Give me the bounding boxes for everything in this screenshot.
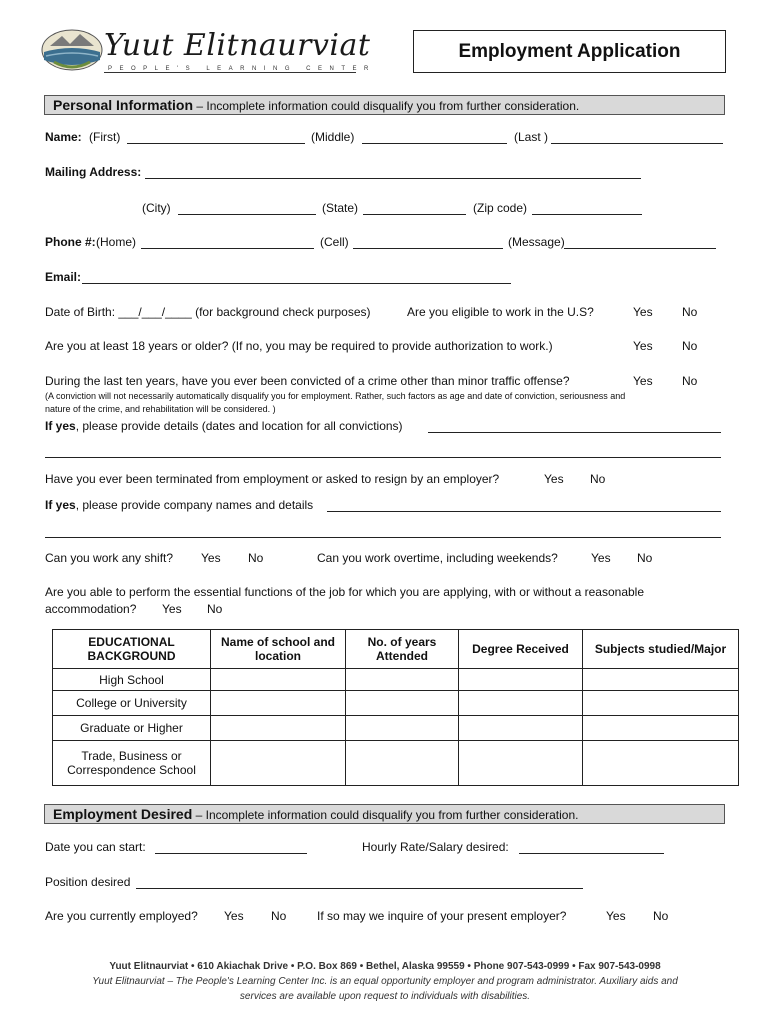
essential-functions-question-2: accommodation? (45, 602, 137, 616)
edu-cell-degree[interactable] (459, 741, 583, 786)
home-phone-label: (Home) (96, 235, 137, 249)
age-yes-option[interactable]: Yes (633, 339, 653, 353)
currently-employed-question: Are you currently employed? (45, 909, 198, 923)
company-details-label (45, 498, 313, 512)
middle-name-label: (Middle) (311, 130, 355, 144)
organization-logo (40, 26, 104, 74)
home-phone-field[interactable] (141, 248, 314, 249)
footer-eeo-line-1: Yuut Elitnaurviat – The People's Learning Center Inc. is an equal opportunity employer and program administrator. Auxiliary aids and (92, 976, 678, 987)
zip-field[interactable] (532, 214, 642, 215)
conviction-note-line-1: (A conviction will not necessarily automatically disqualify you for employment. Rather, such factors as age and date of conviction, seriousness and (45, 391, 626, 401)
edu-cell-subjects[interactable] (583, 691, 739, 716)
employed-no-option[interactable]: No (271, 909, 287, 923)
salary-label: Hourly Rate/Salary desired: (362, 840, 509, 854)
conviction-yes-option[interactable]: Yes (633, 374, 653, 388)
date-of-birth-field[interactable]: Date of Birth: ___/___/____ (for background check purposes) (45, 305, 371, 319)
footer-address: Yuut Elitnaurviat • 610 Akiachak Drive • P.O. Box 869 • Bethel, Alaska 99559 • Phone 907-543-0999 • Fax 907-543-0998 (109, 961, 661, 972)
first-name-label: (First) (89, 130, 121, 144)
phone-label: Phone #: (45, 235, 96, 249)
edu-cell-subjects[interactable] (583, 741, 739, 786)
email-label: Email: (45, 270, 82, 284)
section-title: Personal Information (53, 97, 194, 113)
mailing-address-label: Mailing Address: (45, 165, 142, 179)
age-question: Are you at least 18 years or older? (If no, you may be required to provide authorization to work.) (45, 339, 553, 353)
last-name-field[interactable] (551, 143, 723, 144)
conviction-details-text: , please provide details (dates and location for all convictions) (75, 419, 403, 433)
edu-header-degree: Degree Received (459, 630, 583, 669)
state-label: (State) (322, 201, 359, 215)
edu-cell-degree[interactable] (459, 716, 583, 741)
inquire-employer-question: If so may we inquire of your present employer? (317, 909, 567, 923)
inquire-no-option[interactable]: No (653, 909, 669, 923)
last-name-label: (Last ) (514, 130, 549, 144)
shift-no-option[interactable]: No (248, 551, 264, 565)
terminated-yes-option[interactable]: Yes (544, 472, 564, 486)
shift-question: Can you work any shift? (45, 551, 174, 565)
form-title: Employment Application (413, 30, 726, 73)
first-name-field[interactable] (127, 143, 305, 144)
essential-yes-option[interactable]: Yes (162, 602, 182, 616)
age-no-option[interactable]: No (682, 339, 698, 353)
message-phone-field[interactable] (564, 248, 716, 249)
edu-header-years: No. of years Attended (346, 630, 459, 669)
state-field[interactable] (363, 214, 466, 215)
city-field[interactable] (178, 214, 316, 215)
overtime-yes-option[interactable]: Yes (591, 551, 611, 565)
edu-cell-degree[interactable] (459, 691, 583, 716)
terminated-no-option[interactable]: No (590, 472, 606, 486)
if-yes-label-2: If yes (45, 498, 76, 512)
edu-row-label: High School (53, 669, 211, 691)
edu-cell-school[interactable] (211, 741, 346, 786)
start-date-field[interactable] (155, 853, 307, 854)
edu-cell-subjects[interactable] (583, 669, 739, 691)
edu-cell-years[interactable] (346, 669, 459, 691)
employed-yes-option[interactable]: Yes (224, 909, 244, 923)
eligible-question: Are you eligible to work in the U.S? (407, 305, 594, 319)
edu-header-background: EDUCATIONAL BACKGROUND (53, 630, 211, 669)
section-note: – Incomplete information could disqualify you from further consideration. (193, 99, 580, 113)
middle-name-field[interactable] (362, 143, 507, 144)
edu-cell-years[interactable] (346, 741, 459, 786)
eligible-no-option[interactable]: No (682, 305, 698, 319)
name-label: Name: (45, 130, 82, 144)
company-details-field[interactable] (327, 511, 721, 512)
edu-cell-degree[interactable] (459, 669, 583, 691)
overtime-no-option[interactable]: No (637, 551, 653, 565)
edu-row-label: Trade, Business or Correspondence School (53, 741, 211, 786)
logo-subtitle: PEOPLE'S LEARNING CENTER (108, 66, 376, 72)
employment-desired-section-header (44, 804, 725, 824)
education-table (52, 629, 739, 786)
salary-field[interactable] (519, 853, 664, 854)
conviction-details-label (45, 419, 403, 433)
inquire-yes-option[interactable]: Yes (606, 909, 626, 923)
edu-cell-years[interactable] (346, 691, 459, 716)
section-note: – Incomplete information could disqualify you from further consideration. (192, 808, 579, 822)
edu-row-label: College or University (53, 691, 211, 716)
company-details-field-2[interactable] (45, 537, 721, 538)
start-date-label: Date you can start: (45, 840, 146, 854)
essential-functions-question: Are you able to perform the essential functions of the job for which you are applying, with or without a reasonable (45, 585, 645, 599)
edu-row-label: Graduate or Higher (53, 716, 211, 741)
edu-cell-school[interactable] (211, 669, 346, 691)
edu-cell-years[interactable] (346, 716, 459, 741)
position-field[interactable] (136, 888, 583, 889)
email-field[interactable] (82, 283, 511, 284)
section-title: Employment Desired (53, 806, 193, 822)
logo-title: Yuut Elitnaurviat (104, 28, 371, 63)
conviction-no-option[interactable]: No (682, 374, 698, 388)
cell-phone-label: (Cell) (320, 235, 349, 249)
edu-cell-school[interactable] (211, 691, 346, 716)
zip-label: (Zip code) (473, 201, 528, 215)
position-label: Position desired (45, 875, 131, 889)
logo-rule (104, 72, 356, 73)
conviction-details-field-2[interactable] (45, 457, 721, 458)
footer-eeo-line-2: services are available upon request to individuals with disabilities. (239, 991, 531, 1002)
company-details-text: , please provide company names and details (75, 498, 314, 512)
shift-yes-option[interactable]: Yes (201, 551, 221, 565)
eligible-yes-option[interactable]: Yes (633, 305, 653, 319)
table-row (53, 691, 739, 716)
edu-header-subjects: Subjects studied/Major (583, 630, 739, 669)
overtime-question: Can you work overtime, including weekends? (317, 551, 558, 565)
conviction-note-line-2: nature of the crime, and rehabilitation will be considered. ) (45, 404, 276, 414)
conviction-details-field[interactable] (428, 432, 721, 433)
table-row (53, 669, 739, 691)
if-yes-label: If yes (45, 419, 76, 433)
personal-info-section-header (44, 95, 725, 115)
table-row (53, 741, 739, 786)
essential-no-option[interactable]: No (207, 602, 223, 616)
cell-phone-field[interactable] (353, 248, 503, 249)
table-row (53, 716, 739, 741)
edu-header-school: Name of school and location (211, 630, 346, 669)
message-phone-label: (Message) (508, 235, 565, 249)
city-label: (City) (142, 201, 171, 215)
edu-cell-subjects[interactable] (583, 716, 739, 741)
conviction-question: During the last ten years, have you ever been convicted of a crime other than minor traffic offense? (45, 374, 570, 388)
terminated-question: Have you ever been terminated from employment or asked to resign by an employer? (45, 472, 500, 486)
mailing-address-field[interactable] (145, 178, 641, 179)
edu-cell-school[interactable] (211, 716, 346, 741)
